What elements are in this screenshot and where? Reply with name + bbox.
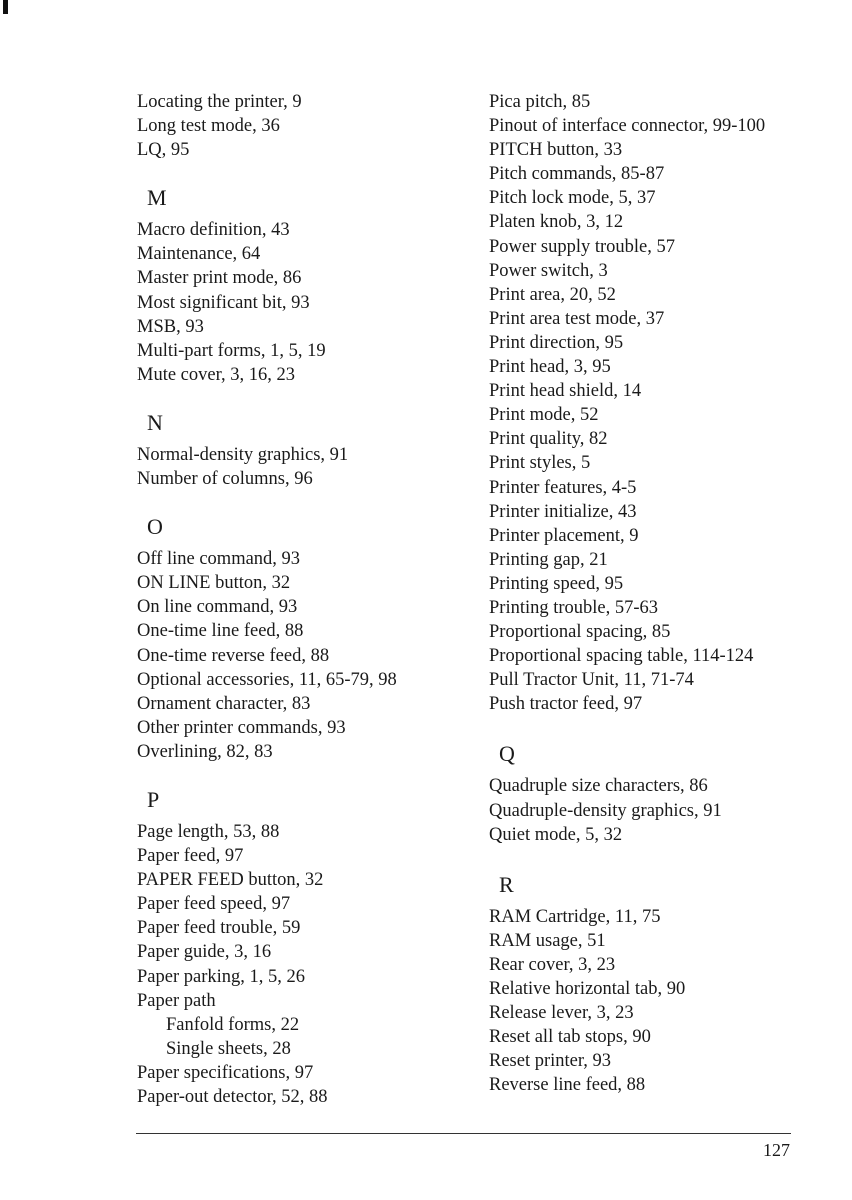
index-entry: Printer placement, 9 bbox=[489, 525, 639, 546]
footer-rule bbox=[136, 1133, 791, 1134]
section-letter: N bbox=[147, 409, 163, 435]
index-entry: MSB, 93 bbox=[137, 316, 204, 337]
section-letter: Q bbox=[499, 741, 515, 767]
index-entry: Paper parking, 1, 5, 26 bbox=[137, 966, 306, 987]
index-entry: PITCH button, 33 bbox=[489, 140, 623, 161]
index-entry: Reset printer, 93 bbox=[489, 1051, 612, 1072]
section-letter: P bbox=[147, 786, 160, 812]
index-entry: Platen knob, 3, 12 bbox=[489, 212, 624, 233]
index-entry: Print area test mode, 37 bbox=[489, 308, 665, 329]
index-entry: Reset all tab stops, 90 bbox=[489, 1027, 651, 1048]
index-entry: Printing gap, 21 bbox=[489, 549, 608, 570]
index-entry: Power supply trouble, 57 bbox=[489, 236, 676, 257]
index-entry: Optional accessories, 11, 65-79, 98 bbox=[137, 669, 397, 690]
index-entry: Other printer commands, 93 bbox=[137, 717, 346, 738]
index-entry: Push tractor feed, 97 bbox=[489, 694, 643, 715]
index-entry: One-time reverse feed, 88 bbox=[137, 645, 330, 666]
index-entry: Printer features, 4-5 bbox=[489, 477, 637, 498]
index-entry: Maintenance, 64 bbox=[137, 244, 261, 265]
index-entry: Paper feed speed, 97 bbox=[137, 894, 291, 915]
index-entry: Quadruple-density graphics, 91 bbox=[489, 800, 722, 821]
index-entry: Release lever, 3, 23 bbox=[489, 1003, 634, 1024]
section-letter: M bbox=[147, 185, 167, 211]
index-entry: Quadruple size characters, 86 bbox=[489, 776, 708, 797]
index-entry: Pitch commands, 85-87 bbox=[489, 164, 665, 185]
index-entry: Print styles, 5 bbox=[489, 453, 591, 474]
index-column-right bbox=[489, 90, 829, 1097]
index-entry: On line command, 93 bbox=[137, 597, 298, 618]
index-entry: Quiet mode, 5, 32 bbox=[489, 824, 623, 845]
index-entry: Print direction, 95 bbox=[489, 332, 624, 353]
index-entry: Number of columns, 96 bbox=[137, 469, 313, 490]
index-subentry: Fanfold forms, 22 bbox=[166, 1014, 300, 1035]
index-entry: Normal-density graphics, 91 bbox=[137, 444, 349, 465]
index-entry: Locating the printer, 9 bbox=[137, 92, 302, 112]
index-subentry: Single sheets, 28 bbox=[166, 1038, 291, 1059]
index-entry: Most significant bit, 93 bbox=[137, 292, 310, 313]
index-entry: Proportional spacing, 85 bbox=[489, 622, 671, 643]
index-entry: Print quality, 82 bbox=[489, 429, 608, 450]
index-entry: Print area, 20, 52 bbox=[489, 284, 616, 305]
index-entry: Reverse line feed, 88 bbox=[489, 1075, 646, 1096]
index-entry: Print mode, 52 bbox=[489, 405, 599, 426]
index-entry: Off line command, 93 bbox=[137, 549, 301, 570]
index-entry: Print head shield, 14 bbox=[489, 381, 642, 402]
index-entry: PAPER FEED button, 32 bbox=[137, 870, 324, 891]
corner-crop-mark bbox=[3, 0, 8, 14]
index-entry: RAM usage, 51 bbox=[489, 930, 606, 951]
index-entry: Power switch, 3 bbox=[489, 260, 608, 281]
index-entry: Macro definition, 43 bbox=[137, 220, 290, 241]
index-entry: Master print mode, 86 bbox=[137, 268, 302, 289]
index-entry: ON LINE button, 32 bbox=[137, 573, 291, 594]
index-entry: Mute cover, 3, 16, 23 bbox=[137, 364, 296, 385]
index-entry: Paper feed, 97 bbox=[137, 846, 244, 867]
index-entry: Printer initialize, 43 bbox=[489, 501, 637, 522]
index-column-left bbox=[137, 90, 467, 1109]
index-entry: Ornament character, 83 bbox=[137, 693, 311, 714]
index-entry: Printing trouble, 57-63 bbox=[489, 597, 659, 618]
page-number: 127 bbox=[763, 1140, 790, 1160]
index-entry: Relative horizontal tab, 90 bbox=[489, 979, 686, 999]
index-entry: Pitch lock mode, 5, 37 bbox=[489, 188, 656, 209]
index-entry: Proportional spacing table, 114-124 bbox=[489, 646, 754, 667]
index-entry: Long test mode, 36 bbox=[137, 116, 280, 137]
index-entry: One-time line feed, 88 bbox=[137, 621, 304, 642]
index-entry: Overlining, 82, 83 bbox=[137, 741, 273, 762]
index-entry: RAM Cartridge, 11, 75 bbox=[489, 906, 661, 927]
index-entry: Page length, 53, 88 bbox=[137, 821, 280, 842]
index-entry: Paper specifications, 97 bbox=[137, 1062, 314, 1083]
index-entry: Paper guide, 3, 16 bbox=[137, 942, 272, 963]
index-entry: Print head, 3, 95 bbox=[489, 357, 611, 378]
index-entry: LQ, 95 bbox=[137, 140, 190, 161]
section-letter: O bbox=[147, 514, 163, 540]
index-entry: Paper-out detector, 52, 88 bbox=[137, 1087, 328, 1107]
index-entry: Rear cover, 3, 23 bbox=[489, 954, 616, 975]
index-entry: Pica pitch, 85 bbox=[489, 92, 591, 112]
section-letter: R bbox=[499, 871, 514, 897]
index-entry: Pull Tractor Unit, 11, 71-74 bbox=[489, 670, 694, 691]
index-entry: Printing speed, 95 bbox=[489, 573, 624, 594]
index-entry: Paper path bbox=[137, 990, 216, 1011]
index-entry: Pinout of interface connector, 99-100 bbox=[489, 116, 766, 137]
index-entry: Paper feed trouble, 59 bbox=[137, 918, 301, 939]
index-entry: Multi-part forms, 1, 5, 19 bbox=[137, 340, 326, 361]
